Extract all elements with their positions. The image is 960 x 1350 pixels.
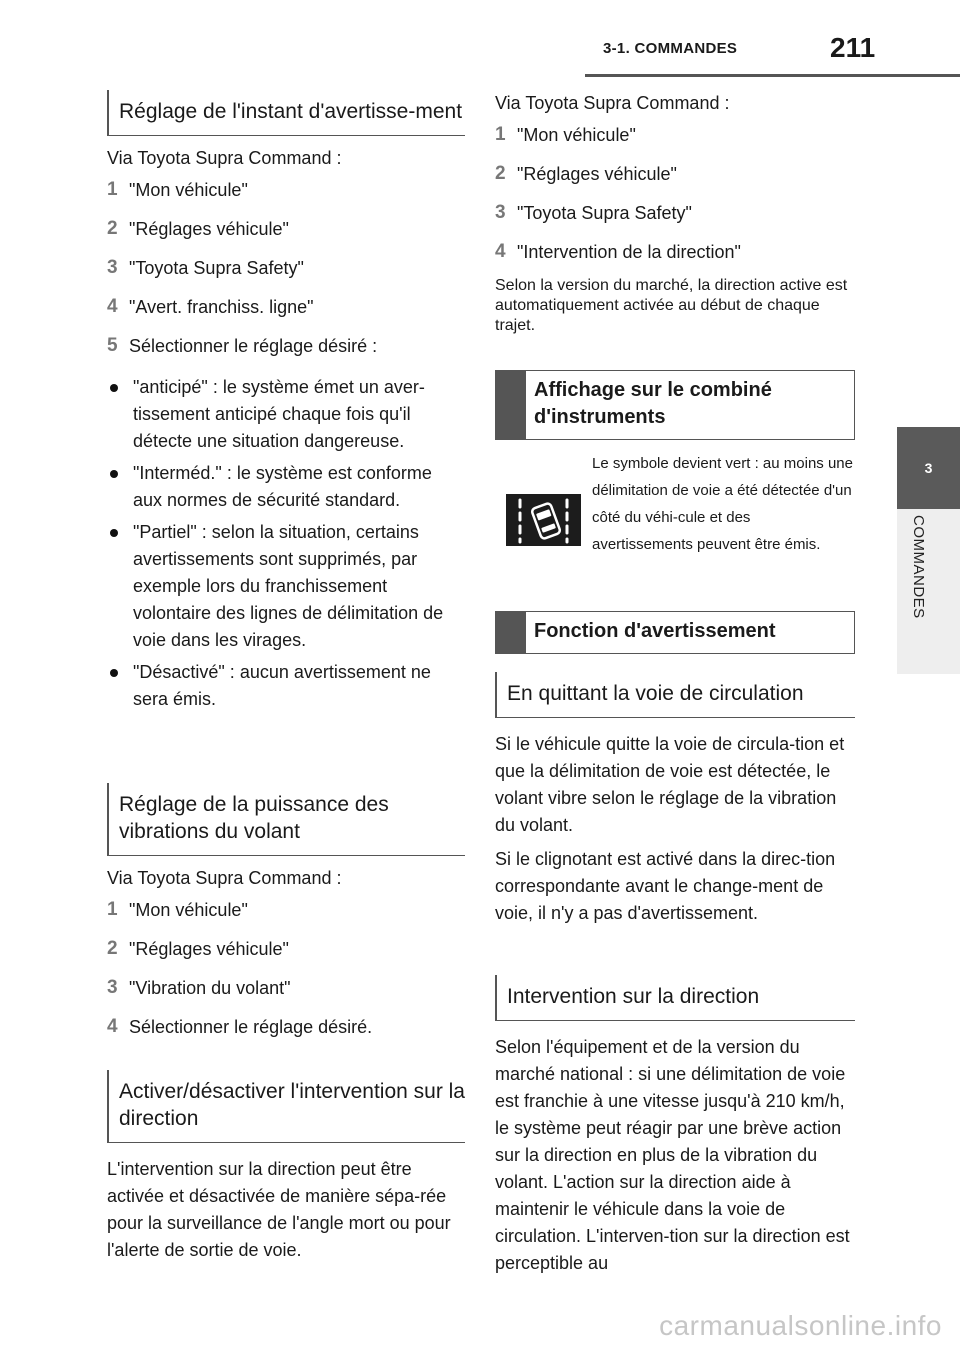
market-note: Selon la version du marché, la direction active est automatiquement activée au début de chaque trajet.: [495, 277, 848, 334]
warning-function-heading-wrap: [495, 611, 855, 654]
heading-warning-timing: Réglage de l'instant d'avertisse-ment: [107, 90, 465, 136]
heading-steering-intervention: Intervention sur la direction: [495, 975, 855, 1021]
step-item: 1 "Mon véhicule": [107, 899, 248, 920]
chapter-tab: [897, 427, 960, 509]
options-list: [107, 374, 465, 713]
step-item: 3 "Toyota Supra Safety": [495, 202, 692, 223]
step-item: 5 Sélectionner le réglage désiré :: [107, 335, 378, 356]
chapter-label: COMMANDES: [910, 515, 927, 619]
list-item: "Partiel" : selon la situation, certains avertissements sont supprimés, par exemple lors du franchissement volontaire des lignes de délimitation de voie dans les virages.: [107, 519, 465, 654]
left-column: [107, 90, 465, 718]
via-command-1: Via Toyota Supra Command :: [107, 148, 342, 168]
steps-vibration: [107, 899, 465, 1038]
steering-intervention-section: [495, 975, 855, 1284]
header-rule: [585, 74, 960, 77]
via-command-3: Via Toyota Supra Command :: [495, 93, 730, 113]
step-item: 4 "Avert. franchiss. ligne": [107, 296, 314, 317]
heading-steering-toggle: Activer/désactiver l'intervention sur la direction: [107, 1070, 465, 1143]
steps-steering: [495, 124, 855, 263]
leaving-lane-text-2: Si le clignotant est activé dans la direc-tion correspondante avant le change-ment de voie, il n'y a pas d'avertissement.: [495, 849, 836, 923]
leaving-lane-section: [495, 672, 855, 934]
leaving-lane-text-1: Si le véhicule quitte la voie de circula-tion et que la délimitation de voie est détectée, le volant vibre selon le réglage de la vibration du volant.: [495, 734, 845, 835]
page-number: 211: [830, 32, 876, 63]
step-item: 3 "Toyota Supra Safety": [107, 257, 304, 278]
lane-assist-symbol: [506, 494, 581, 546]
step-item: 2 "Réglages véhicule": [107, 938, 289, 959]
heading-warning-function: Fonction d'avertissement: [495, 611, 855, 654]
step-item: 2 "Réglages véhicule": [495, 163, 677, 184]
watermark: carmanualsonline.info: [659, 1310, 942, 1341]
bullet-icon: [110, 529, 118, 537]
list-item: "anticipé" : le système émet un aver-tissement anticipé chaque fois qu'il détecte une situation dangereuse.: [107, 374, 465, 455]
step-item: 3 "Vibration du volant": [107, 977, 291, 998]
heading-vibration-strength: Réglage de la puissance des vibrations du volant: [107, 783, 465, 856]
list-item: "Interméd." : le système est conforme aux normes de sécurité standard.: [107, 460, 465, 514]
right-column: [495, 90, 855, 336]
left-column-section-3: [107, 1070, 465, 1271]
heading-instrument-display: Affichage sur le combiné d'instruments: [495, 370, 855, 440]
bullet-icon: [110, 470, 118, 478]
instrument-heading-wrap: [495, 370, 855, 440]
step-item: 1 "Mon véhicule": [107, 179, 248, 200]
section-title: 3-1. COMMANDES: [603, 40, 738, 57]
steering-intervention-text: Selon l'équipement et de la version du marché national : si une délimitation de voie est franchie à une vitesse jusqu'à 210 km/h, le système peut réagir par une brève action sur la direction en plus de la vibration du volant. L'action sur la direction aide à maintenir le véhicule dans la voie de circulation. L'interven-tion sur la direction est perceptible au: [495, 1037, 850, 1273]
step-item: 2 "Réglages véhicule": [107, 218, 289, 239]
steps-warning-timing: [107, 179, 465, 357]
list-item: "Désactivé" : aucun avertissement ne sera émis.: [107, 659, 465, 713]
step-item: 4 Sélectionner le réglage désiré.: [107, 1016, 373, 1037]
bullet-icon: [110, 384, 118, 392]
steering-toggle-text: L'intervention sur la direction peut être activée et désactivée de manière sépa-rée pour la surveillance de l'angle mort ou pour l'alerte de sortie de voie.: [107, 1159, 451, 1260]
via-command-2: Via Toyota Supra Command :: [107, 868, 342, 888]
heading-leaving-lane: En quittant la voie de circulation: [495, 672, 855, 718]
chapter-number: 3: [924, 460, 933, 476]
lane-departure-icon: [506, 494, 581, 546]
step-item: 1 "Mon véhicule": [495, 124, 636, 145]
symbol-description: Le symbole devient vert : au moins une délimitation de voie a été détectée d'un côté du véhi-cule et des avertissements peuvent être émis.: [592, 455, 853, 553]
left-column-section-2: [107, 783, 465, 1055]
step-item: 4 "Intervention de la direction": [495, 241, 741, 262]
bullet-icon: [110, 669, 118, 677]
